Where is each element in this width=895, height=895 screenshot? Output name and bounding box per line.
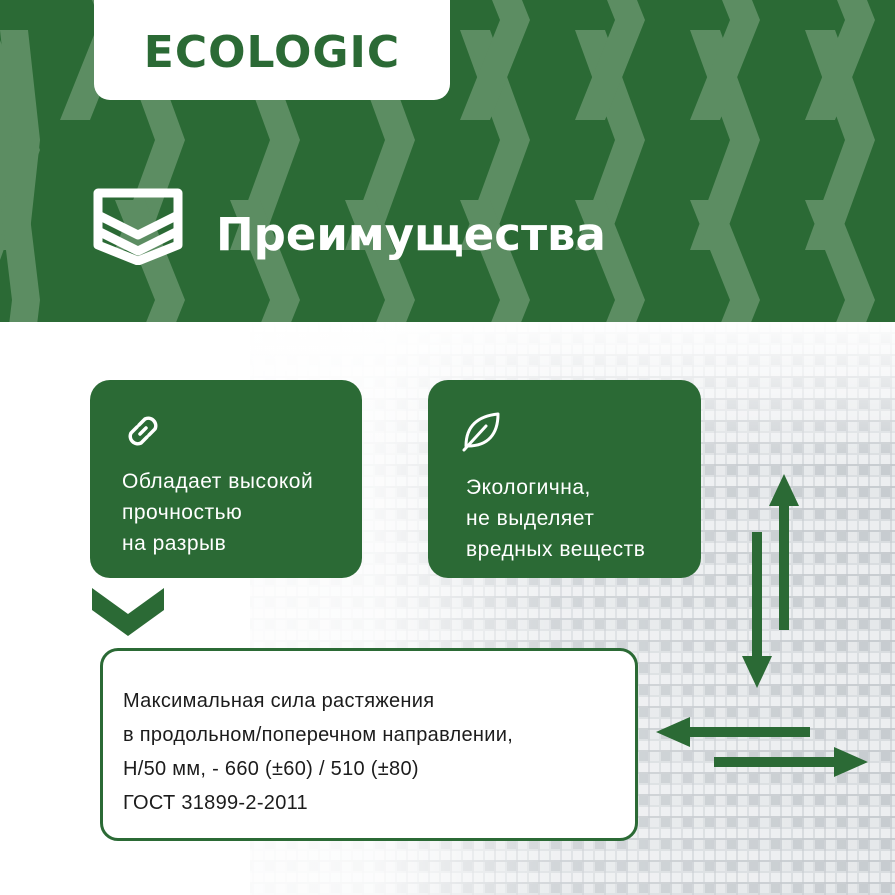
text-line: Обладает высокой (122, 470, 314, 493)
arrow-up-icon (769, 474, 799, 630)
arrow-left-icon (656, 717, 810, 747)
text-line: на разрыв (122, 532, 227, 555)
spec-line: Н/50 мм, - 660 (±60) / 510 (±80) (123, 758, 419, 780)
spec-line: в продольном/поперечном направлении, (123, 724, 514, 746)
spec-line: ГОСТ 31899-2-2011 (123, 792, 308, 814)
ecologic-stacked-chevrons-icon (92, 187, 184, 265)
leaf-icon (458, 408, 504, 454)
text-line: Экологична, (466, 476, 591, 499)
arrow-right-icon (714, 747, 868, 777)
feature-card-strength (90, 380, 362, 578)
brand-tab (94, 0, 450, 100)
chevron-down-icon (92, 588, 164, 640)
text-line: не выделяет (466, 507, 595, 530)
spec-text (123, 684, 513, 820)
text-line: вредных веществ (466, 538, 646, 561)
brand-name: ECOLOGIC (143, 27, 401, 78)
spec-line: Максимальная сила растяжения (123, 690, 435, 712)
banner-title: Преимущества (216, 208, 606, 261)
header-banner (0, 0, 895, 322)
direction-arrows (650, 470, 880, 790)
spec-box (100, 648, 638, 841)
arrow-down-icon (742, 532, 772, 688)
feature-text-strength (122, 466, 348, 559)
link-chain-icon (120, 408, 166, 454)
text-line: прочностью (122, 501, 243, 524)
